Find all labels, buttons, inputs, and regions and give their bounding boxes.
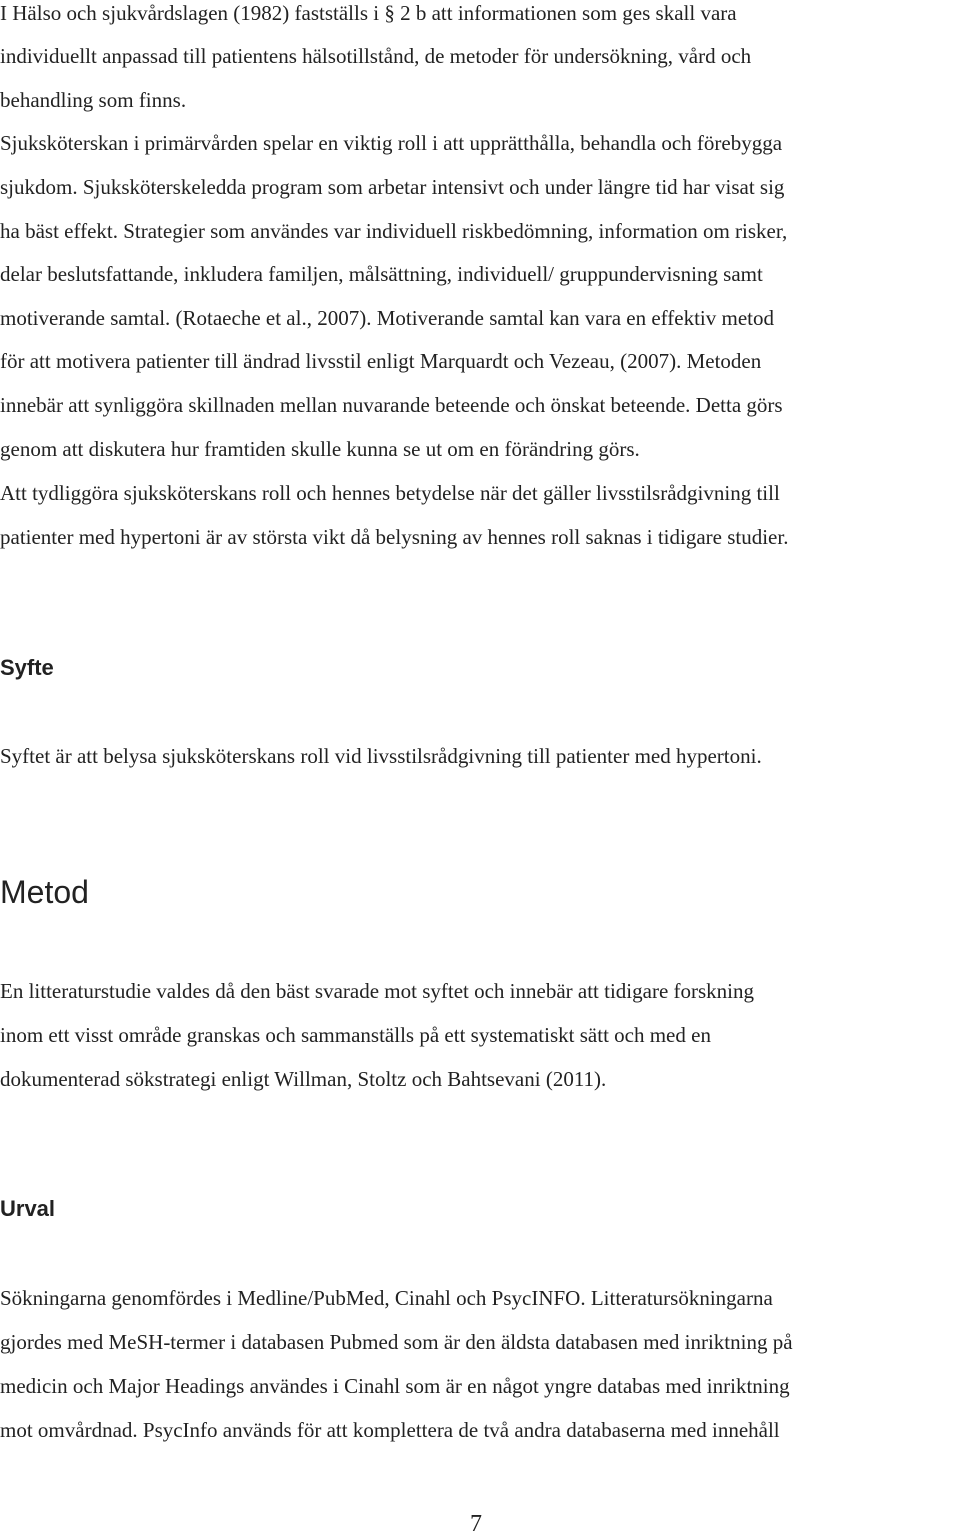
text-line: sjukdom. Sjuksköterskeledda program som arbetar intensivt och under längre tid har visat sig	[0, 175, 785, 199]
text-line: Sökningarna genomfördes i Medline/PubMed, Cinahl och PsycINFO. Litteratursökningarna	[0, 1286, 773, 1310]
text-line: delar beslutsfattande, inkludera familjen, målsättning, individuell/ gruppundervisning samt	[0, 262, 763, 286]
text-line: genom att diskutera hur framtiden skulle kunna se ut om en förändring görs.	[0, 437, 640, 461]
text-line: individuellt anpassad till patientens hälsotillstånd, de metoder för undersökning, vård och	[0, 44, 752, 68]
text-line: inom ett visst område granskas och sammanställs på ett systematiskt sätt och med en	[0, 1023, 711, 1047]
section-heading-urval: Urval	[0, 1196, 56, 1221]
text-line: för att motivera patienter till ändrad livsstil enligt Marquardt och Vezeau, (2007). Metoden	[0, 349, 762, 373]
text-line: gjordes med MeSH-termer i databasen Pubmed som är den äldsta databasen med inriktning på	[0, 1330, 793, 1354]
text-line: medicin och Major Headings användes i Cinahl som är en något yngre databas med inriktning	[0, 1374, 790, 1398]
text-line: patienter med hypertoni är av största vikt då belysning av hennes roll saknas i tidigare studier.	[0, 525, 789, 549]
section-heading-metod: Metod	[0, 874, 89, 910]
page-number: 7	[470, 1511, 482, 1537]
text-line: ha bäst effekt. Strategier som användes var individuell riskbedömning, information om risker,	[0, 219, 788, 243]
text-line: Sjuksköterskan i primärvården spelar en viktig roll i att upprätthålla, behandla och förebygga	[0, 131, 783, 155]
text-line: I Hälso och sjukvårdslagen (1982) fastställs i § 2 b att informationen som ges skall vara	[0, 1, 737, 25]
text-line: Syftet är att belysa sjuksköterskans roll vid livsstilsrådgivning till patienter med hypertoni.	[0, 744, 762, 768]
text-line: Att tydliggöra sjuksköterskans roll och hennes betydelse när det gäller livsstilsrådgivning till	[0, 481, 780, 505]
text-line: dokumenterad sökstrategi enligt Willman, Stoltz och Bahtsevani (2011).	[0, 1067, 607, 1091]
text-line: En litteraturstudie valdes då den bäst svarade mot syftet och innebär att tidigare forskning	[0, 979, 755, 1003]
text-line: innebär att synliggöra skillnaden mellan nuvarande beteende och önskat beteende. Detta görs	[0, 393, 783, 417]
section-heading-syfte: Syfte	[0, 655, 54, 680]
text-line: mot omvårdnad. PsycInfo används för att komplettera de två andra databaserna med innehåll	[0, 1418, 780, 1442]
text-line: behandling som finns.	[0, 88, 187, 112]
text-line: motiverande samtal. (Rotaeche et al., 2007). Motiverande samtal kan vara en effektiv metod	[0, 306, 774, 330]
